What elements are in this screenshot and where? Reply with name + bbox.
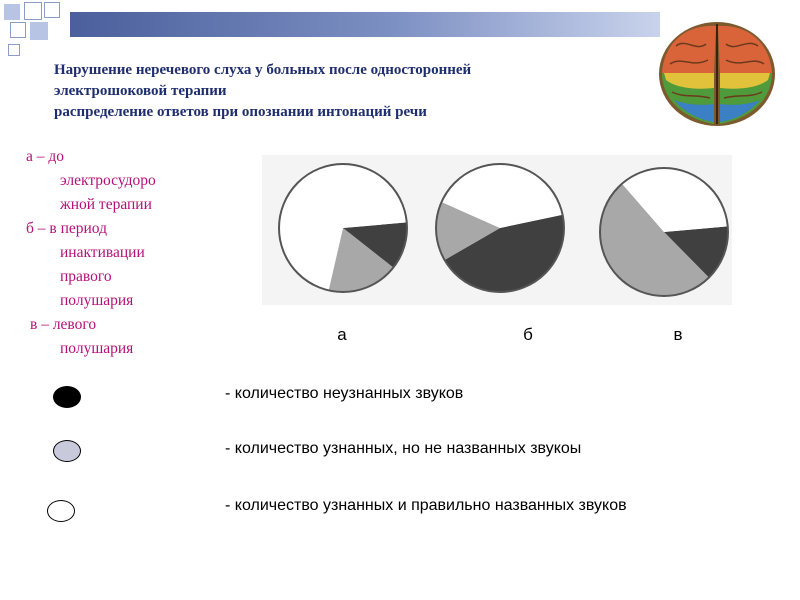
legend-label: полушария (60, 292, 134, 309)
legend-label: б – в период (26, 220, 107, 237)
pie-label-v: в (673, 325, 683, 344)
key-text-unrecognized: - количество неузнанных звуков (225, 385, 464, 402)
key-text-recognized-not-named: - количество узнанных, но не названных звукоы (225, 440, 582, 457)
legend-label: в – левого (30, 316, 97, 333)
legend-label: жной терапии (60, 196, 152, 213)
key-swatch-unrecognized (53, 386, 81, 408)
key-swatch-recognized-not-named (53, 440, 81, 462)
title-line: распределение ответов при опознании интонаций речи (54, 104, 427, 120)
legend-label: полушария (60, 340, 134, 357)
pie-label-a: а (337, 325, 347, 344)
key-text-recognized-named: - количество узнанных и правильно названных звуков (225, 497, 627, 514)
title-line: электрошоковой терапии (54, 83, 227, 99)
pie-label-b: б (523, 325, 533, 344)
key-swatch-recognized-named (47, 500, 75, 522)
legend-label: а – до (26, 148, 65, 165)
legend-label: правого (60, 268, 112, 285)
legend-label: электросудоро (60, 172, 156, 189)
legend-label: инактивации (60, 244, 145, 261)
title-line: Нарушение неречевого слуха у больных после односторонней (54, 62, 472, 78)
